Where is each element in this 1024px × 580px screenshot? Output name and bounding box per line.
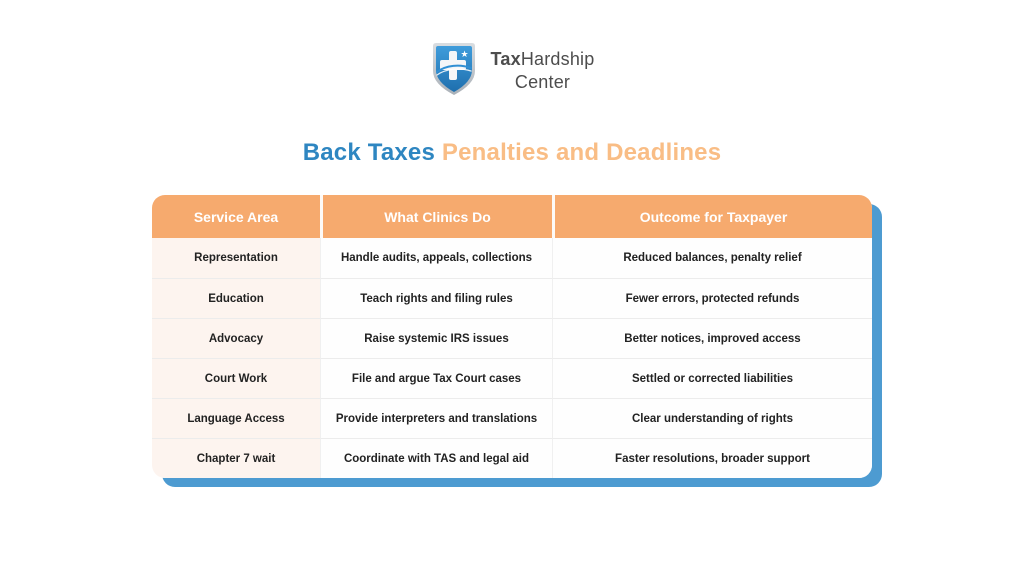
cell-service-area: Chapter 7 wait [152,438,320,478]
table-row [152,278,872,318]
page-title-part2: Penalties and Deadlines [441,139,722,166]
cell-service-area: Advocacy [152,318,320,358]
column-header-what-clinics-do: What Clinics Do [320,195,552,238]
cell-service-area: Language Access [152,398,320,438]
column-header-service-area: Service Area [152,195,320,238]
cell-service-area: Representation [152,238,320,278]
table-row [152,398,872,438]
brand-name-bold: Tax [490,49,521,69]
cell-what-clinics-do: Handle audits, appeals, collections [320,238,552,278]
page-title [0,139,1024,167]
table-row [152,358,872,398]
table-row [152,438,872,478]
table-row [152,318,872,358]
table-row [152,238,872,278]
cell-what-clinics-do: Coordinate with TAS and legal aid [320,438,552,478]
svg-text:★: ★ [459,50,469,60]
cell-what-clinics-do: Raise systemic IRS issues [320,318,552,358]
cell-outcome-for-taxpayer: Settled or corrected liabilities [552,358,872,398]
brand-name-line2: Center [514,72,571,92]
brand-name-rest: Hardship [520,49,595,69]
cell-outcome-for-taxpayer: Fewer errors, protected refunds [552,278,872,318]
table-header-row [152,195,872,238]
column-header-outcome-for-taxpayer: Outcome for Taxpayer [552,195,872,238]
cell-outcome-for-taxpayer: Better notices, improved access [552,318,872,358]
cell-outcome-for-taxpayer: Clear understanding of rights [552,398,872,438]
cell-service-area: Education [152,278,320,318]
cell-what-clinics-do: Provide interpreters and translations [320,398,552,438]
table-body [152,238,872,478]
shield-cross-icon [430,40,478,98]
brand-name-line1 [491,48,595,71]
cell-what-clinics-do: Teach rights and filing rules [320,278,552,318]
cell-outcome-for-taxpayer: Reduced balances, penalty relief [552,238,872,278]
services-table [152,195,872,478]
brand-logo [0,40,1024,98]
cell-service-area: Court Work [152,358,320,398]
cell-outcome-for-taxpayer: Faster resolutions, broader support [552,438,872,478]
page-title-part1: Back Taxes [302,139,436,166]
cell-what-clinics-do: File and argue Tax Court cases [320,358,552,398]
brand-name [491,40,595,94]
